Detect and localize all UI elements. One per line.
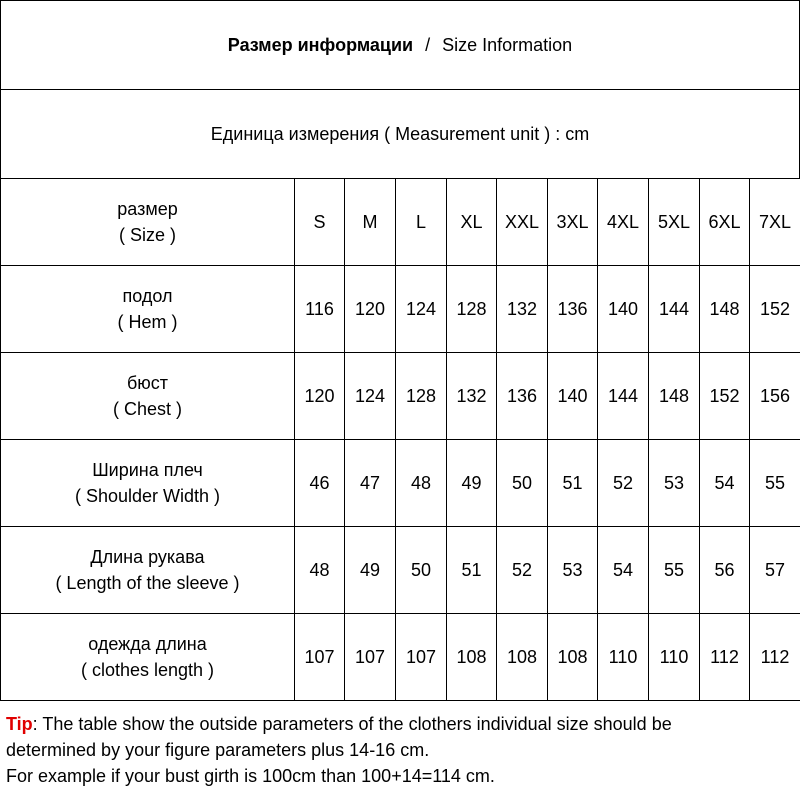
table-cell: 50 [396, 527, 447, 614]
row-label-english: ( Hem ) [117, 312, 178, 332]
row-label-english: ( Shoulder Width ) [74, 486, 221, 506]
table-cell: 136 [497, 353, 548, 440]
tip-text-1: : The table show the outside parameters of the clothers individual size should be [32, 714, 672, 734]
table-cell: 54 [700, 440, 750, 527]
tip-note [6, 711, 796, 789]
table-cell: 148 [700, 266, 750, 353]
table-cell: 112 [700, 614, 750, 701]
row-label [1, 266, 295, 353]
size-header-cell: 4XL [598, 179, 649, 266]
table-cell: 52 [598, 440, 649, 527]
size-header-row [1, 179, 800, 266]
size-header-cell: XL [447, 179, 497, 266]
table-cell: 51 [447, 527, 497, 614]
table-row [1, 440, 800, 527]
table-cell: 156 [750, 353, 800, 440]
row-label-english: ( Length of the sleeve ) [55, 573, 240, 593]
tip-line-3: For example if your bust girth is 100cm than 100+14=114 cm. [6, 766, 495, 786]
table-cell: 148 [649, 353, 700, 440]
table-cell: 132 [447, 353, 497, 440]
table-cell: 136 [548, 266, 598, 353]
table-cell: 51 [548, 440, 598, 527]
page-title [0, 0, 800, 89]
table-cell: 132 [497, 266, 548, 353]
size-header-cell: XXL [497, 179, 548, 266]
table-cell: 107 [345, 614, 396, 701]
size-header-cell: 6XL [700, 179, 750, 266]
size-header-cell: L [396, 179, 447, 266]
table-cell: 108 [548, 614, 598, 701]
row-label [1, 353, 295, 440]
table-cell: 57 [750, 527, 800, 614]
table-cell: 53 [649, 440, 700, 527]
table-cell: 140 [598, 266, 649, 353]
row-label-russian: бюст [126, 373, 169, 393]
table-cell: 49 [345, 527, 396, 614]
table-cell: 120 [345, 266, 396, 353]
table-cell: 128 [447, 266, 497, 353]
table-cell: 54 [598, 527, 649, 614]
size-header-cell: 3XL [548, 179, 598, 266]
title-english: Size Information [442, 34, 573, 55]
table-cell: 55 [649, 527, 700, 614]
table-cell: 55 [750, 440, 800, 527]
size-label-russian: размер [117, 199, 178, 219]
table-cell: 112 [750, 614, 800, 701]
row-label [1, 440, 295, 527]
table-cell: 108 [497, 614, 548, 701]
size-header-cell: 7XL [750, 179, 800, 266]
table-row [1, 614, 800, 701]
size-header-label [1, 179, 295, 266]
title-russian: Размер информации [227, 34, 414, 55]
table-cell: 49 [447, 440, 497, 527]
table-cell: 48 [295, 527, 345, 614]
row-label [1, 527, 295, 614]
size-label-english: ( Size ) [118, 225, 176, 245]
table-cell: 48 [396, 440, 447, 527]
table-cell: 50 [497, 440, 548, 527]
row-label-english: ( Chest ) [112, 399, 182, 419]
row-label-russian: Длина рукава [90, 547, 205, 567]
tip-line-2: determined by your figure parameters plus 14-16 cm. [6, 740, 430, 760]
table-cell: 140 [548, 353, 598, 440]
table-cell: 120 [295, 353, 345, 440]
row-label [1, 614, 295, 701]
table-row [1, 353, 800, 440]
table-cell: 152 [700, 353, 750, 440]
size-header-cell: M [345, 179, 396, 266]
table-cell: 107 [396, 614, 447, 701]
size-table [0, 178, 800, 701]
table-row [1, 266, 800, 353]
row-label-russian: одежда длина [88, 634, 207, 654]
table-cell: 56 [700, 527, 750, 614]
row-label-english: ( clothes length ) [80, 660, 215, 680]
table-cell: 47 [345, 440, 396, 527]
table-cell: 152 [750, 266, 800, 353]
size-header-cell: S [295, 179, 345, 266]
tip-key: Tip [6, 714, 33, 734]
table-cell: 46 [295, 440, 345, 527]
table-row [1, 527, 800, 614]
table-cell: 116 [295, 266, 345, 353]
table-cell: 110 [649, 614, 700, 701]
table-cell: 110 [598, 614, 649, 701]
table-cell: 107 [295, 614, 345, 701]
size-header-cell: 5XL [649, 179, 700, 266]
row-label-russian: подол [122, 286, 173, 306]
table-cell: 144 [598, 353, 649, 440]
table-cell: 52 [497, 527, 548, 614]
tip-line-1 [6, 711, 796, 737]
table-cell: 108 [447, 614, 497, 701]
row-label-russian: Ширина плеч [92, 460, 203, 480]
title-separator: / [425, 34, 431, 55]
table-cell: 128 [396, 353, 447, 440]
table-cell: 144 [649, 266, 700, 353]
table-cell: 53 [548, 527, 598, 614]
measurement-unit-line: Единица измерения ( Measurement unit ) : cm [0, 89, 800, 178]
table-cell: 124 [345, 353, 396, 440]
table-cell: 124 [396, 266, 447, 353]
